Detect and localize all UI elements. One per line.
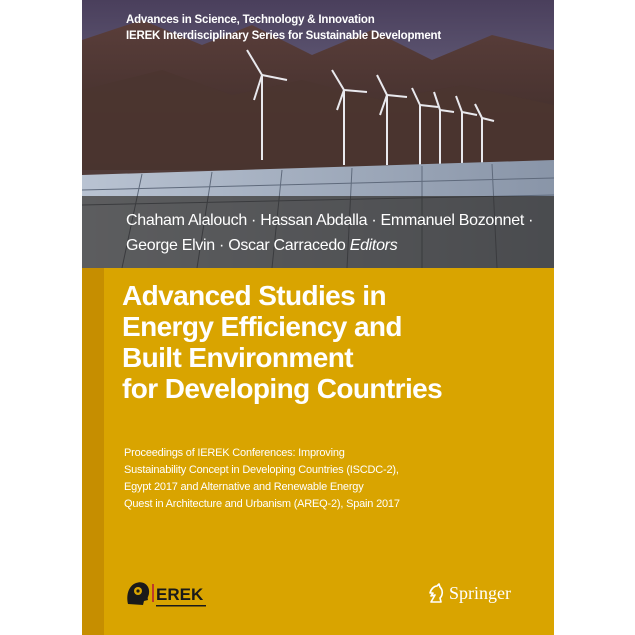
horse-chess-icon <box>427 582 445 604</box>
series-name <box>126 12 441 44</box>
title-line-3: Built Environment <box>122 342 353 373</box>
editors-names: George Elvin · Oscar Carracedo <box>126 237 346 254</box>
subtitle-line-4: Quest in Architecture and Urbanism (AREQ-2), Spain 2017 <box>124 498 400 510</box>
subtitle-line-1: Proceedings of IEREK Conferences: Improving <box>124 447 345 459</box>
series-subtitle: IEREK Interdisciplinary Series for Sustainable Development <box>126 30 441 42</box>
ierek-logo <box>124 578 219 610</box>
subtitle-line-2: Sustainability Concept in Developing Countries (ISCDC-2), <box>124 464 399 476</box>
spine-strip <box>82 268 104 635</box>
ierek-logo-text: EREK <box>156 585 204 604</box>
title-line-2: Energy Efficiency and <box>122 311 402 342</box>
book-title <box>122 280 442 404</box>
subtitle-line-3: Egypt 2017 and Alternative and Renewable Energy <box>124 481 364 493</box>
title-line-4: for Developing Countries <box>122 373 443 404</box>
book-subtitle <box>124 445 400 513</box>
editors-line-1: Chaham Alalouch · Hassan Abdalla · Emmanuel Bozonnet · <box>126 212 534 229</box>
head-gear-icon <box>127 582 149 605</box>
editors-role: Editors <box>349 237 398 254</box>
springer-logo <box>427 582 511 604</box>
editors-line-2 <box>126 233 533 258</box>
book-cover <box>82 0 554 635</box>
series-title: Advances in Science, Technology & Innovation <box>126 14 375 26</box>
springer-text: Springer <box>449 582 511 603</box>
title-line-1: Advanced Studies in <box>122 280 386 311</box>
editors-list <box>126 208 533 258</box>
